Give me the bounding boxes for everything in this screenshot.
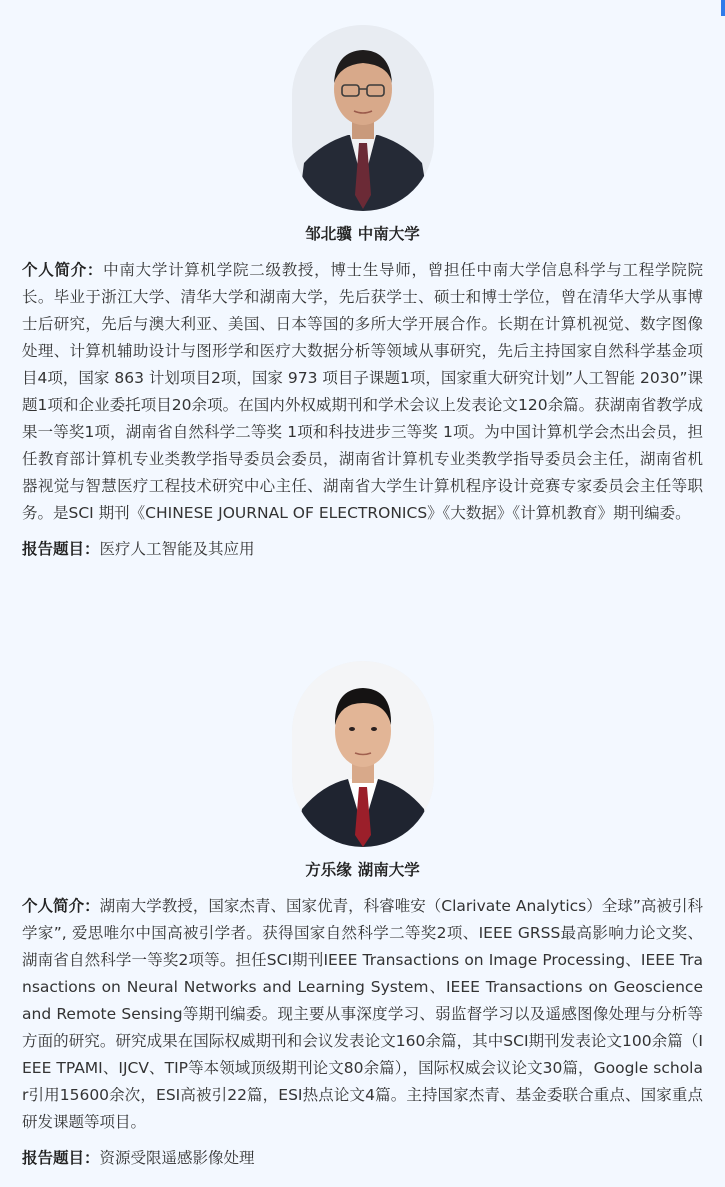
speaker-topic — [22, 1145, 703, 1172]
edge-accent-bar — [721, 0, 725, 16]
bio-text: 湖南大学教授，国家杰青、国家优青，科睿唯安（Clarivate Analytics）全球”高被引科学家”, 爱思唯尔中国高被引学者。获得国家自然科学二等奖2项、IEEE GRSS最高影响力论文奖、湖南省自然科学一等奖2项等。担任SCI期刊IEEE Transactions on Image Processing、IEEE Transactions on Neural Networks and Learning System、IEEE Transactions on Geoscience and Remote Sensing等期刊编委。现主要从事深度学习、弱监督学习以及遥感图像处理与分析等方面的研究。研究成果在国际权威期刊和会议发表论文160余篇，其中SCI期刊发表论文100余篇（IEEE TPAMI、IJCV、TIP等本领域顶级期刊论文80余篇），国际权威会议论文30篇，Google scholar引用15600余次，ESI高被引22篇，ESI热点论文4篇。主持国家杰青、基金委联合重点、国家重点研发课题等项目。 — [22, 897, 703, 1131]
topic-text: 资源受限遥感影像处理 — [99, 1149, 255, 1167]
topic-text: 医疗人工智能及其应用 — [99, 540, 255, 558]
topic-label: 报告题目： — [22, 1149, 100, 1167]
speaker-topic — [22, 536, 703, 563]
speaker-name-line — [0, 223, 725, 245]
speaker-bio — [22, 257, 703, 527]
bio-label: 个人简介： — [22, 261, 104, 279]
speaker-affiliation: 湖南大学 — [357, 861, 420, 879]
topic-label: 报告题目： — [22, 540, 100, 558]
speaker-name-line — [0, 859, 725, 881]
speaker-bio — [22, 893, 703, 1136]
speaker-photo — [292, 25, 434, 211]
speaker-name: 邹北骥 — [305, 225, 352, 243]
bio-label: 个人简介： — [22, 897, 100, 915]
speaker-profile-fang — [0, 661, 725, 1172]
speaker-photo — [292, 661, 434, 847]
bio-text: 中南大学计算机学院二级教授，博士生导师，曾担任中南大学信息科学与工程学院院长。毕业于浙江大学、清华大学和湖南大学，先后获学士、硕士和博士学位，曾在清华大学从事博士后研究，先后与澳大利亚、美国、日本等国的多所大学开展合作。长期在计算机视觉、数字图像处理、计算机辅助设计与图形学和医疗大数据分析等领域从事研究，先后主持国家自然科学基金项目4项，国家 863 计划项目2项，国家 973 项目子课题1项，国家重大研究计划”人工智能 2030”课题1项和企业委托项目20余项。在国内外权威期刊和学术会议上发表论文120余篇。获湖南省教学成果一等奖1项，湖南省自然科学二等奖 1项和科技进步三等奖 1项。为中国计算机学会杰出会员，担任教育部计算机专业类教学指导委员会委员，湖南省计算机专业类教学指导委员会主任，湖南省机器视觉与智慧医疗工程技术研究中心主任、湖南省大学生计算机程序设计竞赛专家委员会主任等职务。是SCI 期刊《CHINESE JOURNAL OF ELECTRONICS》《大数据》《计算机教育》期刊编委。 — [22, 261, 703, 522]
speaker-profile-zou — [0, 25, 725, 563]
speaker-portrait-illustration — [292, 661, 434, 847]
speaker-portrait-illustration — [292, 25, 434, 211]
speaker-name: 方乐缘 — [305, 861, 352, 879]
speaker-affiliation: 中南大学 — [357, 225, 420, 243]
